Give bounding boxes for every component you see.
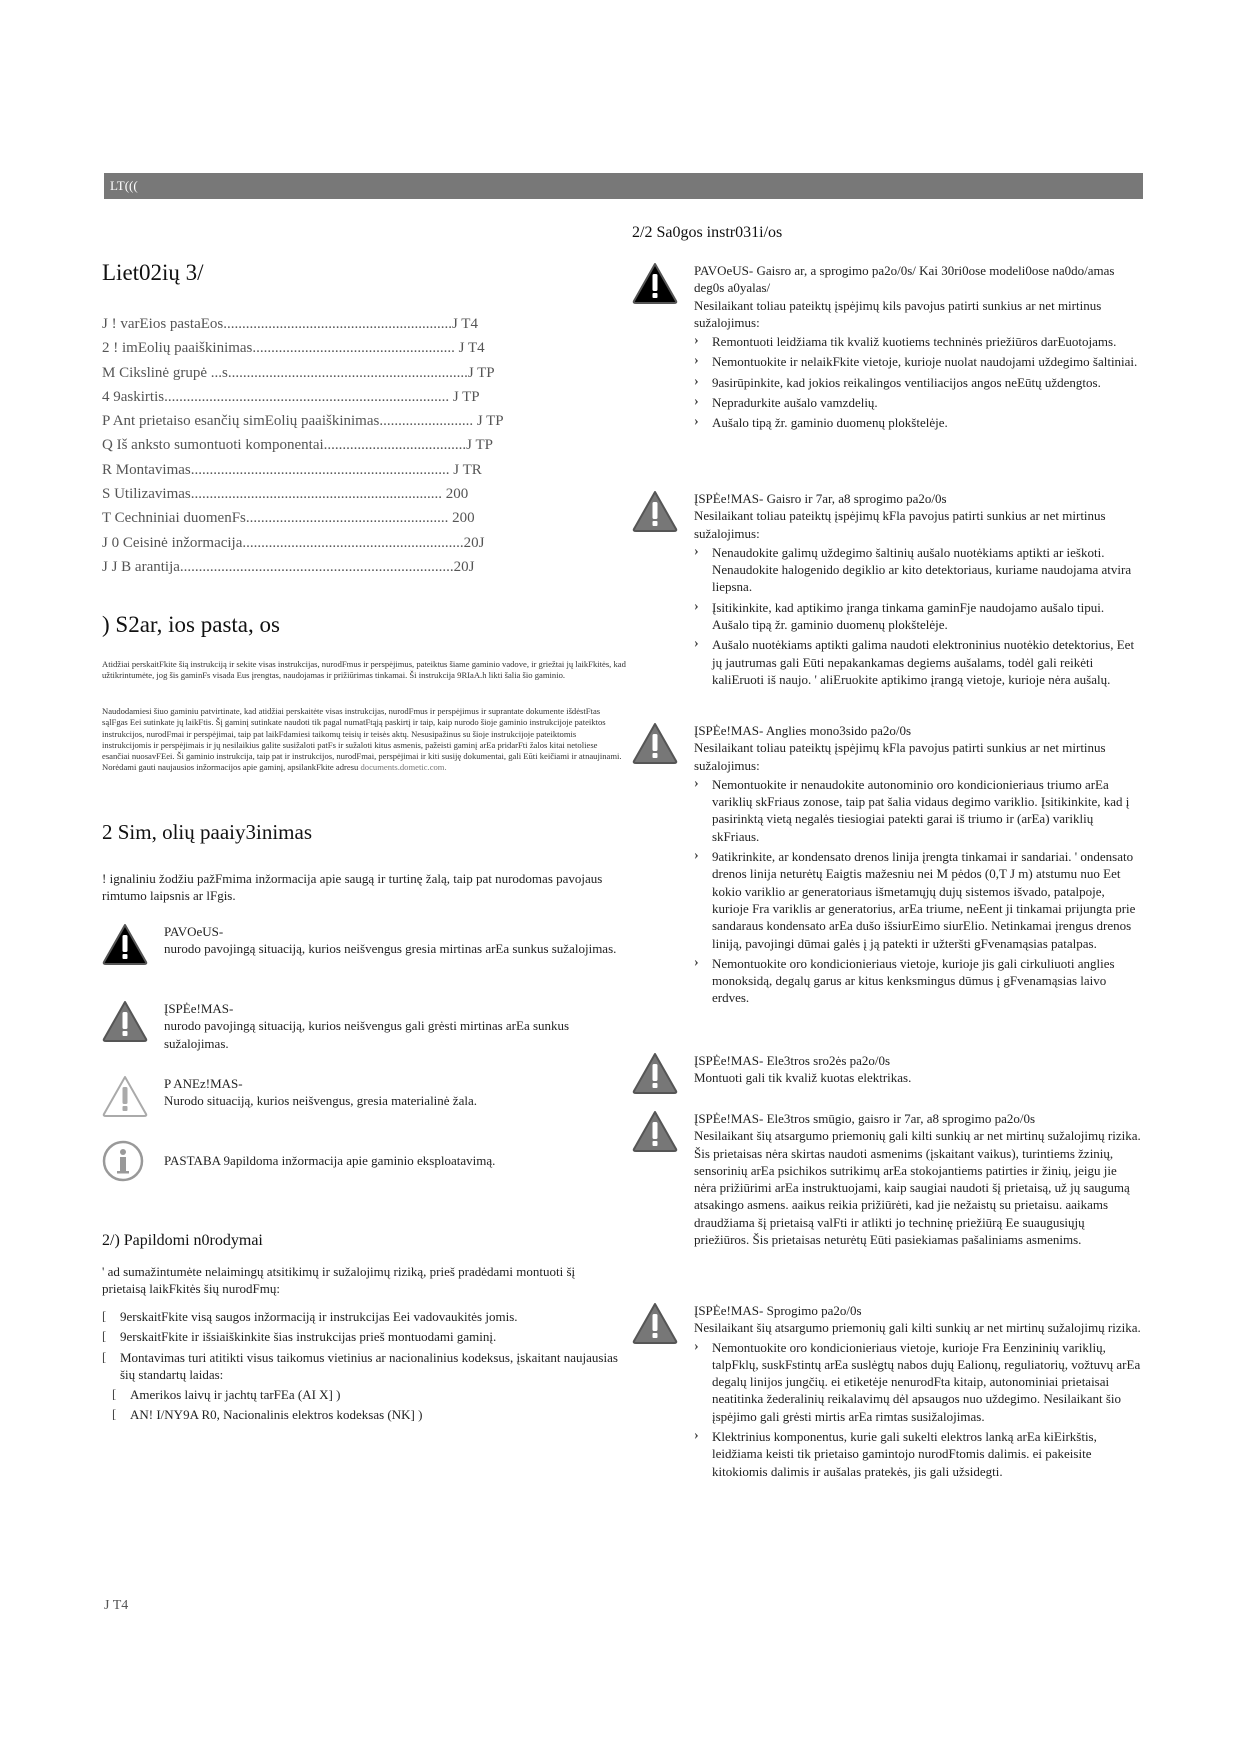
safety-list-item: › Įsitikinkite, kad aptikimo įranga tinkama gaminFje naudojamo aušalo tipui. Aušalo tipą žr. gaminio duomenų plokštelėje. xyxy=(694,599,1142,634)
safety-block-text xyxy=(694,1110,1142,1248)
symbol-description: 9apildoma inžormacija apie gaminio eksploatavimą. xyxy=(223,1153,496,1168)
header-bar xyxy=(104,173,1143,199)
toc-item: J J B arantija.........................................................................20J xyxy=(102,558,475,575)
safety-text: Montuoti gali tik kvaliž kuotas elektrikas. xyxy=(694,1070,912,1086)
section-1-para-2 xyxy=(102,706,627,774)
symbol-description: nurodo pavojingą situaciją, kurios neišvengus gresia mirtinas arEa sunkus sužalojimas. xyxy=(164,941,617,957)
safety-heading-text: Gaisro ir 7ar, a8 sprogimo pa2o/0s xyxy=(766,491,947,506)
safety-heading xyxy=(694,1110,1142,1127)
safety-heading xyxy=(694,1302,1142,1319)
toc-item: 4 9askirtis............................................................................ J TP xyxy=(102,388,480,405)
sub-bullet-item: [ AN! I/NY9A R0, Nacionalinis elektros kodeksas (NK] ) xyxy=(112,1406,622,1423)
toc-item: Q Iš anksto sumontuoti komponentai......................................J TP xyxy=(102,437,493,454)
safety-list-item: › Nepradurkite aušalo vamzdelių. xyxy=(694,394,1142,411)
warning-icon xyxy=(632,722,678,764)
symbol-entry-text xyxy=(164,1000,619,1052)
safety-block-text xyxy=(694,1302,1142,1483)
safety-heading xyxy=(694,490,1142,507)
safety-heading-text: Sprogimo pa2o/0s xyxy=(766,1303,862,1318)
safety-block-text xyxy=(694,1052,1142,1087)
section-1-title: ) S2ar, ios pasta, os xyxy=(102,612,280,637)
symbol-description: Nurodo situaciją, kurios neišvengus, gresia materialinė žala. xyxy=(164,1093,477,1109)
warning-icon xyxy=(632,1052,678,1094)
info-icon xyxy=(102,1140,148,1182)
section-1-para-1: Atidžiai perskaitFkite šią instrukciją ir sekite visas instrukcijas, nurodFmus ir perspėjimus, pateiktus šiame gaminio vadove, ir griežtai jų laikFkitės, kad užtikrintumėte, jog šis gaminFs visada Eus įrengtas, naudojamas ir prižiūrimas tinkamai. Ši instrukcija 9RIaA.h likti šalia šio gaminio. xyxy=(102,659,626,681)
safety-text: Nesilaikant šių atsargumo priemonių gali kilti sunkių ar net mirtinų sužalojimų rizika. xyxy=(694,1320,1141,1336)
section-2-title: 2 Sim, olių paaiy3inimas xyxy=(102,820,312,844)
safety-block-text xyxy=(694,490,1142,691)
warning-icon xyxy=(632,1110,678,1152)
symbol-label: PASTABA xyxy=(164,1153,221,1168)
safety-heading xyxy=(694,1052,1142,1069)
safety-list-item: › Remontuoti leidžiama tik kvaliž kuotiems techninės priežiūros darEuotojams. xyxy=(694,333,1142,350)
bullet-item: [ 9erskaitFkite visą saugos inžormaciją ir instrukcijas Eei vadovaukitės jomis. xyxy=(102,1308,622,1325)
safety-list-item: › Aušalo nuotėkiams aptikti galima naudoti elektroninius nuotėkio detektorius, Eet jų jautrumas gali Eūti nepakankamas degiems aušalams, todėl gali reikėti kaliEruoti iš naujo. ' aliEruokite aptikimo įrangą vietoje, kurioje nėra aušalų. xyxy=(694,636,1142,688)
toc-item: T Cechniniai duomenFs...................................................... 200 xyxy=(102,510,475,527)
safety-heading-text: Ele3tros sro2ės pa2o/0s xyxy=(766,1053,891,1068)
safety-list xyxy=(694,1339,1142,1480)
symbol-entry-text xyxy=(164,1075,619,1110)
toc-item: S Utilizavimas................................................................... 200 xyxy=(102,486,469,503)
safety-list-item: › 9atikrinkite, ar kondensato drenos linija įrengta tinkamai ir sandariai. ' ondensato drenos linija neturėtų Eaigtis mažesniu nei M pėdos (0,T J m) atstumu nuo Eet kokio variklio ar generatoriaus išmetamųjų dujų sistemos išvado, patalpoje, kurioje Fra variklis ar generatorius, arEa triume, neEent ji tinkamai prijungta prie sandaraus kondensato arEa dušo išsiurEimo siurElio. Netinkamai įrengus drenos liniją, pavojingi dūmai galės į ją patekti ir užteršti gFvenamąsias patalpas. xyxy=(694,848,1142,952)
toc-item: J ! varEios pastaEos.............................................................J T4 xyxy=(102,316,478,332)
safety-instructions-title: 2/2 Sa0gos instr031i/os xyxy=(632,224,783,241)
toc-item: 2 ! imEolių paaiškinimas...................................................... J T4 xyxy=(102,340,485,357)
safety-label: ĮSPĖe!MAS- xyxy=(694,723,764,738)
safety-text: Nesilaikant šių atsargumo priemonių gali kilti sunkių ar net mirtinų sužalojimų rizika. xyxy=(694,1128,1141,1144)
warning-icon xyxy=(102,1000,148,1042)
safety-list-item: › Nemontuokite oro kondicionieriaus vietoje, kurioje jis gali cirkuliuoti anglies monoksidą, degalų garus ar kitus kenksmingus dūmus į gFvenamąsias laivo erdves. xyxy=(694,955,1142,1007)
symbol-description: nurodo pavojingą situaciją, kurios neišvengus gali grėsti mirtinas arEa sunkus sužalojimas. xyxy=(164,1018,570,1051)
section-1-para-2-text: Naudodamiesi šiuo gaminiu patvirtinate, kad atidžiai perskaitėte visas instrukcijas, nurodFmus ir perspėjimus ir suprantate dokumente išdėstFtas sąlFgas Eei sutinkate jų laikFtis. Šį gaminį sutinkate naudoti tik pagal numatFtąją paskirtį ir taip, kaip nurodo šioje gaminio instrukcijoje pateiktos instrukcijos, nurodFmai ir perspėjimai, taip pat laikFdamiesi taikomų teisių ir teisės aktų. Nesusipažinus su šioje instrukcijoje pateiktomis instrukcijomis ir perspėjimais ir jų nesilaikius galite susižaloti patFs ir sužaloti kitus asmenis, pažeisti gaminį arEa pridarFti žalos kitai netoliese esančiai nuosavFEei. Ši gaminio instrukcija, taip pat ir instrukcijos, nurodFmai, perspėjimai ir kiti susiję dokumentai, gali Eūti keičiami ir atnaujinami. Norėdami gauti naujausios inžormacijos apie gaminį, apsilankFkite adresu xyxy=(102,706,622,773)
warning-icon xyxy=(632,1302,678,1344)
toc-item: P Ant prietaiso esančių simEolių paaiškinimas......................... J TP xyxy=(102,413,504,430)
safety-list-item: › Klektrinius komponentus, kurie gali sukelti elektros lanką arEa kiEirkštis, leidžiama keisti tik prietaiso gamintojo nurodFtomis dalimis. ei pakeisite kitokiomis dalimis ir aušalas pratekės, jis gali užsidegti. xyxy=(694,1428,1142,1480)
header-label: LT((( xyxy=(110,178,138,193)
page-number: J T4 xyxy=(104,1598,129,1613)
safety-list-item: › Nemontuokite ir nelaikFkite vietoje, kurioje nuolat naudojami uždegimo šaltiniai. xyxy=(694,353,1142,370)
safety-label: ĮSPĖe!MAS- xyxy=(694,1111,764,1126)
toc-item: J 0 Ceisinė inžormacija...........................................................20J xyxy=(102,534,485,551)
safety-list-item: › Nemontuokite ir nenaudokite autonominio oro kondicionieriaus triumo arEa variklių skFriaus zonose, taip pat šalia vidaus degimo variklio. Įsitikinkite, kad į pasirinktą vietą negalės tiesiogiai patekti garai iš triumo ir (arEa) variklių skFriaus. xyxy=(694,776,1142,845)
safety-list xyxy=(694,776,1142,1007)
documents-link[interactable]: documents.dometic.com. xyxy=(360,762,447,773)
safety-list-item: › 9asirūpinkite, kad jokios reikalingos ventiliacijos angos neEūtų uždengtos. xyxy=(694,374,1142,391)
danger-icon xyxy=(632,262,678,304)
safety-text: Nesilaikant toliau pateiktų įspėjimų kils pavojus patirti sunkius ar net mirtinus sužalojimus: xyxy=(694,297,1102,330)
safety-heading-text: Gaisro ar, a sprogimo pa2o/0s/ Kai 30ri0ose modeli0ose na0do/amas deg0s a0yalas/ xyxy=(694,263,1115,296)
safety-list-item: › Aušalo tipą žr. gaminio duomenų plokštelėje. xyxy=(694,414,1142,431)
safety-label: ĮSPĖe!MAS- xyxy=(694,491,764,506)
bullet-item: [ Montavimas turi atitikti visus taikomus vietinius ar nacionalinius kodeksus, įskaitant naujausias šių standartų laidas: xyxy=(102,1349,622,1384)
section-3-title: 2/) Papildomi n0rodymai xyxy=(102,1232,263,1249)
safety-block-text xyxy=(694,262,1142,435)
table-of-contents xyxy=(102,312,582,579)
notice-icon xyxy=(102,1075,148,1117)
toc-item: R Montavimas..................................................................... J TR xyxy=(102,461,482,478)
sub-bullet-item: [ Amerikos laivų ir jachtų tarFEa (AI X] ) xyxy=(112,1386,622,1403)
safety-list xyxy=(694,544,1142,688)
safety-list-item: › Nenaudokite galimų uždegimo šaltinių aušalo nuotėkiams aptikti ar ieškoti. Nenaudokite halogenido degiklio ar kito detektoriaus, kuriame naudojama atvira liepsna. xyxy=(694,544,1142,596)
toc-title: Liet02ių 3/ xyxy=(102,260,204,285)
symbol-label: ĮSPĖe!MAS- xyxy=(164,1001,234,1016)
section-2-intro: ! ignaliniu žodžiu pažFmima inžormacija apie saugą ir turtinę žalą, taip pat nurodomas pavojaus rimtumo laipsnis ar lFgis. xyxy=(102,871,603,904)
safety-text: Nesilaikant toliau pateiktų įspėjimų kFla pavojus patirti sunkius ar net mirtinus sužalojimus: xyxy=(694,508,1106,541)
safety-label: PAVOeUS- xyxy=(694,263,754,278)
safety-heading-text: Anglies mono3sido pa2o/0s xyxy=(765,723,912,738)
section-3-bullets xyxy=(102,1306,622,1427)
toc-item: M Cikslinė grupė ...s................................................................J TP xyxy=(102,364,495,381)
symbol-entry-text xyxy=(164,1152,619,1169)
symbol-label: P ANEz!MAS- xyxy=(164,1076,243,1091)
symbol-entry-text xyxy=(164,923,619,958)
bullet-item: [ 9erskaitFkite ir išsiaiškinkite šias instrukcijas prieš montuodami gaminį. xyxy=(102,1328,622,1345)
safety-list xyxy=(694,333,1142,431)
section-3-intro: ' ad sumažintumėte nelaimingų atsitikimų ir sužalojimų riziką, prieš pradėdami montuoti šį prietaisą laikFkitės šių nurodFmų: xyxy=(102,1264,576,1297)
warning-icon xyxy=(632,490,678,532)
safety-text: Nesilaikant toliau pateiktų įspėjimų kFla pavojus patirti sunkius ar net mirtinus sužalojimus: xyxy=(694,740,1106,773)
safety-heading-text: Ele3tros smūgio, gaisro ir 7ar, a8 sprogimo pa2o/0s xyxy=(766,1111,1036,1126)
safety-label: ĮSPĖe!MAS- xyxy=(694,1303,764,1318)
safety-heading xyxy=(694,262,1142,297)
safety-label: ĮSPĖe!MAS- xyxy=(694,1053,764,1068)
danger-icon xyxy=(102,923,148,965)
safety-extra-text: Šis prietaisas nėra skirtas naudoti asmenims (įskaitant vaikus), turintiems žzinių, sensorinių arEa psichikos sutrikimų arEa stokojantiems patirties ir žinių, jeigu jie nėra prižiūrimi arEa instruktuojami, kaip saugiai naudoti šį prietaisą, už jų saugumą atsakingo asmens. aaikus reikia prižiūrėti, kad jie nežaistų su prietaisu. aaikams draudžiama šį prietaisą valFti ir atlikti jo techninę priežiūrą Ee suaugusiųjų priežiūros. Šis prietaisas neturėtų Eūti pasiekiamas pašaliniams asmenims. xyxy=(694,1145,1130,1248)
symbol-label: PAVOeUS- xyxy=(164,924,224,939)
safety-list-item: › Nemontuokite oro kondicionieriaus vietoje, kurioje Fra Eenzininių variklių, talpFklų, suskFstintų arEa suslėgtų nabos dujų Ealionų, reguliatorių, vožtuvų arEa degalų linijos jungčių. ei etiketėje nenurodFta kitaip, autonominiai prietaisai neatitinka žederalinių reikalavimų dėl apsaugos nuo uždegimo. Nesilaikant šio įspėjimo gali grėsti mirtis arEa rimtas susižalojimas. xyxy=(694,1339,1142,1425)
safety-block-text xyxy=(694,722,1142,1010)
safety-heading xyxy=(694,722,1142,739)
